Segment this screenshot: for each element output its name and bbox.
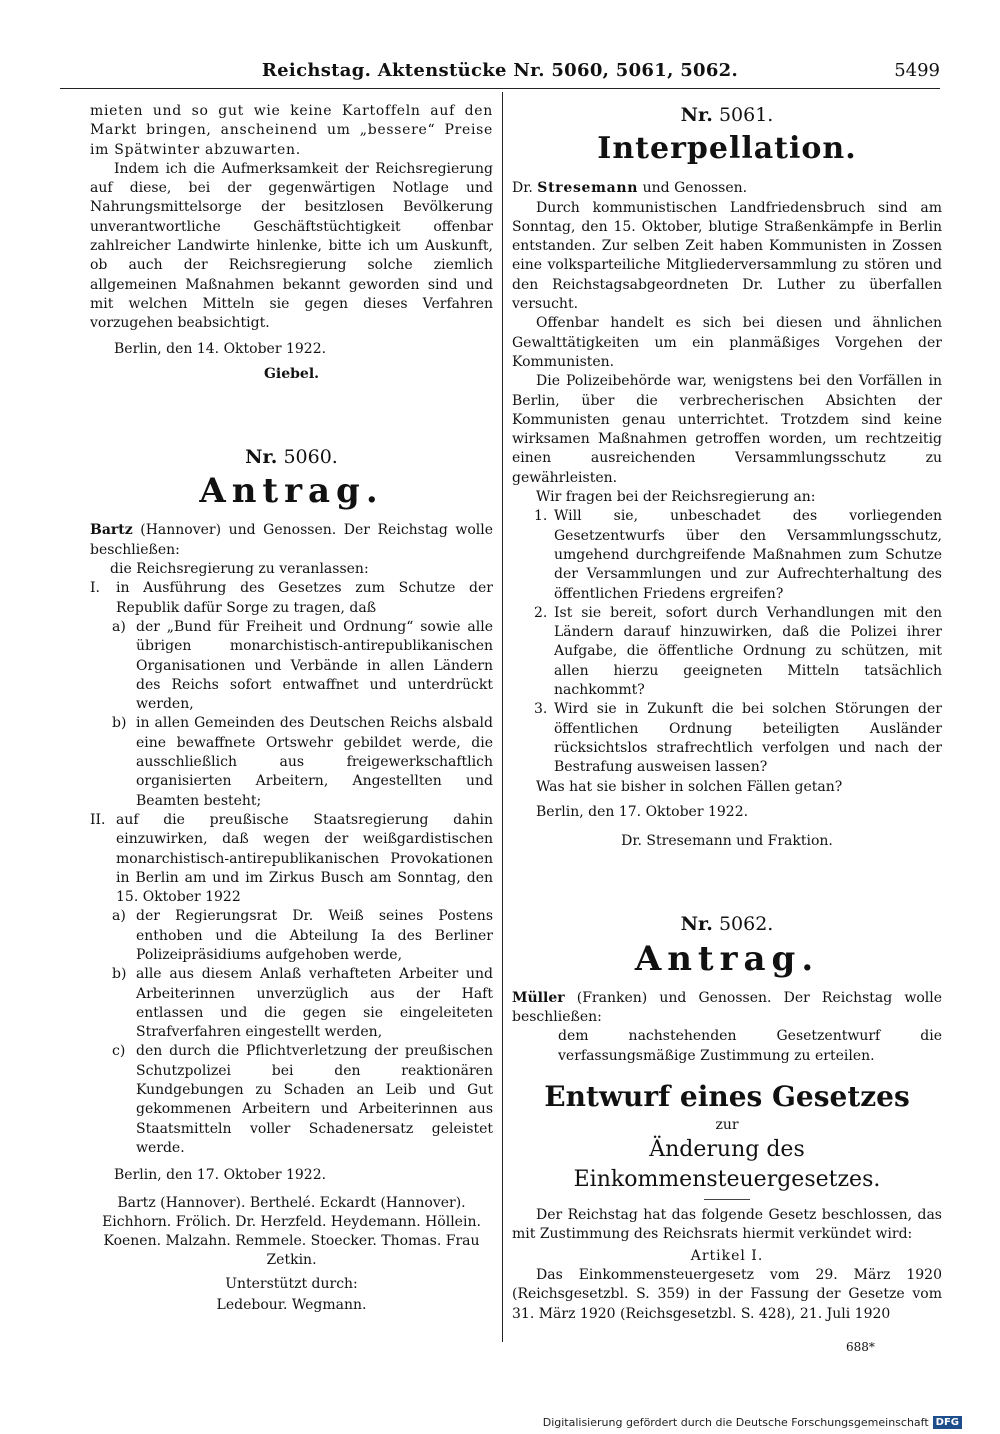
right-intro — [512, 179, 942, 198]
right-intro-2-rest: (Franken) und Genossen. Der Reichstag wolle beschließen: — [512, 989, 942, 1025]
running-title: Reichstag. Aktenstücke Nr. 5060, 5061, 5062. — [261, 60, 739, 81]
list-text: Ist sie bereit, sofort durch Verhandlungen mit den Ländern darauf hinzuwirken, daß die Polizei ihrer Aufgabe, die öffentliche Ordnung zu schützen, mit allen hierzu geeigneten Mitteln tatsächlich nachkommt? — [554, 604, 942, 699]
enactment-clause: Der Reichstag hat das folgende Gesetz beschlossen, das mit Zustimmung des Reichsrats hiermit verkündet wird: — [512, 1207, 942, 1243]
list-marker: 1. — [534, 508, 548, 525]
left-lead: die Reichsregierung zu veranlassen: — [110, 561, 369, 578]
list-text: auf die preußische Staatsregierung dahin einzuwirken, daß wegen der weißgardistischen monarchistisch-antirepublikanischen Provokationen in Berlin am und im Zirkus Busch am Sonntag, den 15. Oktober 1922 — [116, 811, 493, 906]
list-marker: b) — [112, 715, 127, 732]
article-text: Das Einkommensteuergesetz vom 29. März 1920 (Reichsgesetzbl. S. 359) in der Fassung der Gesetze vom 31. März 1920 (Reichsgesetzbl. S. 428), 21. Juli 1920 — [512, 1267, 942, 1322]
left-intro-name: Bartz — [90, 522, 133, 539]
doc-type-5062: Antrag. — [634, 938, 820, 979]
law-subject: Änderung des Einkommensteuergesetzes. — [573, 1137, 881, 1193]
list-marker: c) — [112, 1043, 126, 1060]
list-text: in Ausführung des Gesetzes zum Schutze der Republik dafür Sorge zu tragen, daß — [116, 580, 493, 616]
doc-type-5060: Antrag. — [199, 471, 384, 512]
left-date-1: Berlin, den 14. Oktober 1922. — [114, 340, 327, 357]
nr-label: Nr. — [680, 913, 713, 936]
doc-number-5061 — [512, 106, 942, 125]
right-intro-pre: Dr. — [512, 180, 538, 197]
page-number: 5499 — [894, 60, 940, 81]
list-item-I-a — [90, 618, 493, 714]
left-paragraph-2: Indem ich die Aufmerksamkeit der Reichsregierung auf diese, bei der gegenwärtigen Notlage und Nahrungsmittelsorge der besitzlosen Bevölkerung unverantwortliche Geschäftstüchtigkeit offenbar zahlreicher Landwirte hinlenke, bitte ich um Auskunft, ob auch der Reichsregierung solche ziemlich allgemeinen Maßnahmen bekannt geworden sind und mit welchen Mitteln sie gegen dieses Verfahren vorzugehen beabsichtigt. — [90, 160, 493, 332]
right-paragraph-2: Offenbar handelt es sich bei diesen und ähnlichen Gewalttätigkeiten um ein planmäßiges Vorgehen der Kommunisten. — [512, 315, 942, 370]
list-item-II-c — [90, 1042, 493, 1158]
list-marker: 2. — [534, 604, 548, 621]
list-text: der „Bund für Freiheit und Ordnung“ sowie alle übrigen monarchistisch-antirepublikanischen Organisationen und Verbände in allen Ländern des Reichs sofort entwaffnet und unterdrückt werden, — [136, 618, 493, 713]
list-marker: b) — [112, 966, 127, 983]
doc-type-5061: Interpellation. — [597, 131, 857, 167]
right-date-1: Berlin, den 17. Oktober 1922. — [536, 803, 749, 820]
right-paragraph-3: Die Polizeibehörde war, wenigstens bei den Vorfällen in Berlin, über die verbrecherischen Absichten der Kommunisten genau unterrichtet. Trotzdem sind keine wirksamen Maßnahmen getroffen worden, um rechtzeitig einen ausreichenden Versammlungsschutz zu gewährleisten. — [512, 373, 942, 486]
left-signers: Bartz (Hannover). Berthelé. Eckardt (Hannover). Eichhorn. Frölich. Dr. Herzfeld. Heydemann. Höllein. Koenen. Malzahn. Remmele. Stoecker. Thomas. Frau Zetkin. — [102, 1194, 481, 1269]
list-text: Wird sie in Zukunft die bei solchen Störungen der öffentlichen Ordnung beteiligten Ausländer rücksichtslos strafrechtlich verfolgen und nach der Bestrafung ausweisen lassen? — [554, 701, 942, 776]
list-item-I — [90, 579, 493, 618]
list-text: alle aus diesem Anlaß verhafteten Arbeiter und Arbeiterinnen unverzüglich aus der Haft entlassen und die gegen sie eingeleiteten Strafverfahren eingestellt werden, — [136, 966, 493, 1041]
list-text: den durch die Pflichtverletzung der preußischen Schutzpolizei bei den reaktionären Kundgebungen zu Schaden an Leib und Gut gekommenen Arbeitern und Arbeiterinnen aus Staatsmitteln voller Schadenersatz geleistet werde. — [136, 1043, 493, 1156]
left-intro — [90, 521, 493, 560]
column-divider — [502, 92, 503, 1342]
question-3 — [512, 700, 942, 777]
list-text: der Regierungsrat Dr. Weiß seines Postens enthoben und die Abteilung Ia des Berliner Polizeipräsidiums aufgehoben werde, — [136, 908, 493, 963]
question-1 — [512, 507, 942, 603]
right-paragraph-4: Wir fragen bei der Reichsregierung an: — [536, 489, 816, 506]
list-item-II-a — [90, 907, 493, 965]
list-marker: 3. — [534, 701, 548, 718]
right-intro-rest: und Genossen. — [638, 180, 748, 197]
right-intro-2-name: Müller — [512, 989, 565, 1006]
list-marker: II. — [90, 811, 106, 828]
question-2 — [512, 604, 942, 700]
page-header — [60, 58, 940, 89]
doc-number-5060 — [90, 448, 493, 467]
nr-number: 5061. — [718, 104, 774, 126]
law-zur: zur — [715, 1116, 739, 1133]
list-marker: a) — [112, 908, 126, 925]
nr-number: 5062. — [718, 913, 774, 936]
list-text: in allen Gemeinden des Deutschen Reichs alsbald eine bewaffnete Ortswehr gebildet werde, die ausschließlich aus freigewerkschaftlich organisierten Arbeitern, Angestellten und Beamten besteht; — [136, 715, 493, 809]
motion-text: dem nachstehenden Gesetzentwurf die verfassungsmäßige Zustimmung zu erteilen. — [558, 1028, 942, 1064]
left-intro-rest: (Hannover) und Genossen. Der Reichstag wolle beschließen: — [90, 522, 493, 558]
digitization-footer — [543, 1416, 962, 1429]
list-marker: I. — [90, 580, 100, 597]
right-intro-name: Stresemann — [537, 180, 639, 197]
sheet-mark: 688* — [846, 1340, 875, 1354]
supporters: Ledebour. Wegmann. — [216, 1297, 367, 1314]
left-date-2: Berlin, den 17. Oktober 1922. — [114, 1167, 327, 1184]
nr-label: Nr. — [680, 104, 713, 126]
left-signature-1: Giebel. — [263, 365, 320, 382]
right-intro-2 — [512, 989, 942, 1028]
left-column — [90, 102, 493, 1315]
article-heading: Artikel I. — [690, 1247, 764, 1264]
section-rule — [704, 1199, 750, 1200]
left-paragraph-1: mieten und so gut wie keine Kartoffeln auf den Markt bringen, anscheinend um „bessere“ Preise im Spätwinter abzuwarten. — [90, 103, 493, 158]
law-title: Entwurf eines Gesetzes — [544, 1079, 910, 1113]
nr-label: Nr. — [245, 446, 278, 469]
list-marker: a) — [112, 618, 126, 635]
right-column — [512, 102, 942, 1324]
nr-number: 5060. — [283, 446, 338, 469]
right-paragraph-5: Was hat sie bisher in solchen Fällen getan? — [536, 778, 843, 795]
doc-number-5062 — [512, 915, 942, 934]
dfg-logo-icon: DFG — [933, 1416, 962, 1429]
right-signature-1: Dr. Stresemann und Fraktion. — [621, 833, 833, 850]
list-text: Will sie, unbeschadet des vorliegenden Gesetzentwurfs über den Versammlungsschutz, umgehend durchgreifende Maßnahmen zum Schutze der Versammlungen und zur Aufrechterhaltung des öffentlichen Friedens ergreifen? — [554, 508, 942, 602]
right-paragraph-1: Durch kommunistischen Landfriedensbruch sind am Sonntag, den 15. Oktober, blutige Straßenkämpfe in Berlin entstanden. Zur selben Zeit haben Kommunisten in Zossen eine volksparteiliche Mitgliederversammlung zu stören und den Reichstagsabgeordneten Dr. Luther zu überfallen versucht. — [512, 199, 942, 313]
list-item-I-b — [90, 714, 493, 810]
supported-label: Unterstützt durch: — [225, 1275, 358, 1292]
list-item-II-b — [90, 965, 493, 1042]
footer-text: Digitalisierung gefördert durch die Deutsche Forschungsgemeinschaft — [542, 1416, 929, 1429]
list-item-II — [90, 811, 493, 907]
